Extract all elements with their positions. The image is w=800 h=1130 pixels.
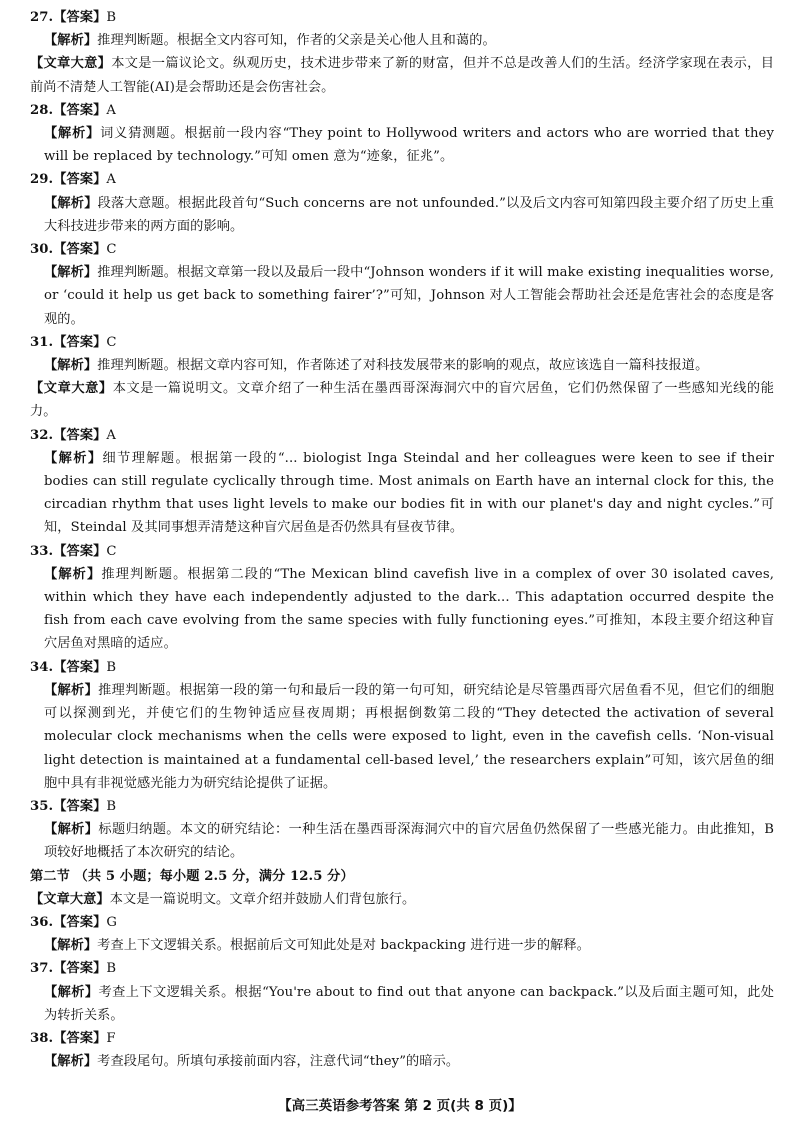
summary-tag: 【文章大意】 <box>30 891 110 907</box>
page-footer: 【高三英语参考答案 第 2 页(共 8 页)】 <box>278 1098 522 1114</box>
summary-text: 本文是一篇说明文。文章介绍并鼓励人们背包旅行。 <box>109 891 416 907</box>
explain-text: 推理判断题。根据文章内容可知，作者陈述了对科技发展带来的影响的观点，故应该选自一篇科技报道。 <box>97 358 709 374</box>
question-number: 28. <box>30 102 54 118</box>
answer-text: G <box>106 914 118 930</box>
explain-tag: 【解析】 <box>44 195 98 211</box>
section-heading: 第二节 （共 5 小题；每小题 2.5 分，满分 12.5 分） <box>30 868 354 884</box>
answer-text: B <box>106 10 117 25</box>
question-number: 30. <box>30 242 54 258</box>
explain-tag: 【解析】 <box>44 265 98 281</box>
answer-line <box>30 1027 774 1050</box>
explain-line <box>30 679 774 795</box>
explain-text: 推理判断题。根据文章第一段以及最后一段中“Johnson wonders if it will make existing inequalities worse, or ‘could it help us get back to something fairer’?”可知，Johnson 对人工智能会帮助社会还是危害社会的态度是客观的。 <box>44 265 774 327</box>
explain-tag: 【解析】 <box>44 126 101 142</box>
answer-tag: 【答案】 <box>53 798 107 814</box>
explain-tag: 【解析】 <box>44 682 99 698</box>
answer-text: A <box>106 172 117 188</box>
summary-tag: 【文章大意】 <box>30 56 112 72</box>
answer-tag: 【答案】 <box>53 427 107 443</box>
answer-tag: 【答案】 <box>53 334 107 350</box>
explain-text: 考查段尾句。所填句承接前面内容，注意代词“they”的暗示。 <box>97 1054 460 1070</box>
summary-line <box>30 377 774 423</box>
answer-tag: 【答案】 <box>53 659 107 675</box>
explain-tag: 【解析】 <box>44 822 99 838</box>
explain-text: 推理判断题。根据第一段的第一句和最后一段的第一句可知，研究结论是尽管墨西哥穴居鱼看不见，但它们的细胞可以探测到光，并使它们的生物钟适应昼夜周期；再根据倒数第二段的“They detected the activation of several molecular clock mechanisms when the cells were exposed to light, even in the cavefish cells. ‘Non-visual light detection is maintained at a fundamental cell-based level,’ the researchers explain”可知，该穴居鱼的细胞中具有非视觉感光能力为研究结论提供了证据。 <box>44 682 774 791</box>
explain-text: 考查上下文逻辑关系。根据“You're about to find out that anyone can backpack.”以及后面主题可知，此处为转折关系。 <box>44 984 774 1023</box>
answer-text: A <box>106 427 117 443</box>
explain-text: 考查上下文逻辑关系。根据前后文可知此处是对 backpacking 进行进一步的解释。 <box>97 938 590 954</box>
answer-line <box>30 331 774 354</box>
question-number: 38. <box>30 1030 54 1046</box>
answer-line <box>30 99 774 122</box>
explain-text: 词义猜测题。根据前一段内容“They point to Hollywood writers and actors who are worried that they will be replaced by technology.”可知 omen 意为“迹象，征兆”。 <box>44 126 774 165</box>
explain-line <box>30 261 774 331</box>
explain-tag: 【解析】 <box>44 450 103 466</box>
question-number: 34. <box>30 659 54 675</box>
answer-line <box>30 957 774 980</box>
answer-text: C <box>106 334 117 350</box>
question-number: 33. <box>30 543 54 559</box>
answer-tag: 【答案】 <box>53 172 107 188</box>
answer-text: B <box>106 961 117 977</box>
answer-text: A <box>106 102 117 118</box>
question-number: 27. <box>30 10 54 25</box>
answer-tag: 【答案】 <box>53 961 107 977</box>
explain-text: 细节理解题。根据第一段的“... biologist Inga Steindal and her colleagues were keen to see if their bodies can still regulate cyclically through time. Most animals on Earth have an internal clock for this, the circadian rhythm that uses light levels to make our bodies fit in with our planet's day and night cycles.”可知，Steindal 及其同事想弄清楚这种盲穴居鱼是否仍然具有昼夜节律。 <box>44 450 774 536</box>
summary-text: 本文是一篇议论文。纵观历史，技术进步带来了新的财富，但并不总是改善人们的生活。经济学家现在表示，目前尚不清楚人工智能(AI)是会帮助还是会伤害社会。 <box>30 56 774 95</box>
answer-text: B <box>106 798 117 814</box>
answer-line <box>30 424 774 447</box>
explain-tag: 【解析】 <box>44 938 98 954</box>
answer-text: F <box>106 1030 116 1046</box>
explain-tag: 【解析】 <box>44 358 98 374</box>
question-number: 37. <box>30 961 54 977</box>
explain-tag: 【解析】 <box>44 33 98 49</box>
answer-line <box>30 795 774 818</box>
explain-line <box>30 122 774 168</box>
explain-line <box>30 192 774 238</box>
explain-text: 推理判断题。根据全文内容可知，作者的父亲是关心他人且和蔼的。 <box>97 33 496 49</box>
explain-line <box>30 981 774 1027</box>
explain-text: 标题归纳题。本文的研究结论：一种生活在墨西哥深海洞穴中的盲穴居鱼仍然保留了一些感光能力。由此推知，B 项较好地概括了本次研究的结论。 <box>44 822 774 861</box>
explain-tag: 【解析】 <box>44 1054 98 1070</box>
answer-line <box>30 168 774 191</box>
question-number: 32. <box>30 427 54 443</box>
answer-line <box>30 656 774 679</box>
explain-text: 推理判断题。根据第二段的“The Mexican blind cavefish live in a complex of over 30 isolated caves, within which they have each independently adjusted to the dark... This adaptation occurred despite the fish from each cave evolving from the same species with fully functioning eyes.”可推知，本段主要介绍这种盲穴居鱼对黑暗的适应。 <box>44 566 774 652</box>
question-number: 35. <box>30 798 54 814</box>
question-number: 31. <box>30 334 54 350</box>
explain-line <box>30 447 774 540</box>
question-number: 36. <box>30 914 54 930</box>
answer-line <box>30 238 774 261</box>
summary-line <box>30 888 774 911</box>
answer-text: B <box>106 659 117 675</box>
answer-line <box>30 911 774 934</box>
explain-tag: 【解析】 <box>44 566 102 582</box>
answer-text: C <box>106 242 117 258</box>
explain-line <box>30 818 774 864</box>
explain-line <box>30 1050 774 1073</box>
answer-tag: 【答案】 <box>53 102 107 118</box>
summary-line <box>30 52 774 98</box>
explain-tag: 【解析】 <box>44 984 99 1000</box>
summary-tag: 【文章大意】 <box>30 381 113 397</box>
explain-line <box>30 934 774 957</box>
explain-line <box>30 29 774 52</box>
summary-text: 本文是一篇说明文。文章介绍了一种生活在墨西哥深海洞穴中的盲穴居鱼，它们仍然保留了一些感知光线的能力。 <box>30 381 775 420</box>
answer-line <box>30 540 774 563</box>
answer-document <box>30 6 774 1073</box>
explain-line <box>30 563 774 656</box>
answer-text: C <box>106 543 117 559</box>
question-number: 29. <box>30 172 54 188</box>
answer-line <box>30 6 774 29</box>
explain-line <box>30 354 774 377</box>
answer-tag: 【答案】 <box>53 914 107 930</box>
answer-tag: 【答案】 <box>53 1030 107 1046</box>
answer-tag: 【答案】 <box>53 543 107 559</box>
explain-text: 段落大意题。根据此段首句“Such concerns are not unfounded.”以及后文内容可知第四段主要介绍了历史上重大科技进步带来的两方面的影响。 <box>44 195 774 234</box>
answer-tag: 【答案】 <box>53 242 107 258</box>
answer-tag: 【答案】 <box>53 10 107 25</box>
